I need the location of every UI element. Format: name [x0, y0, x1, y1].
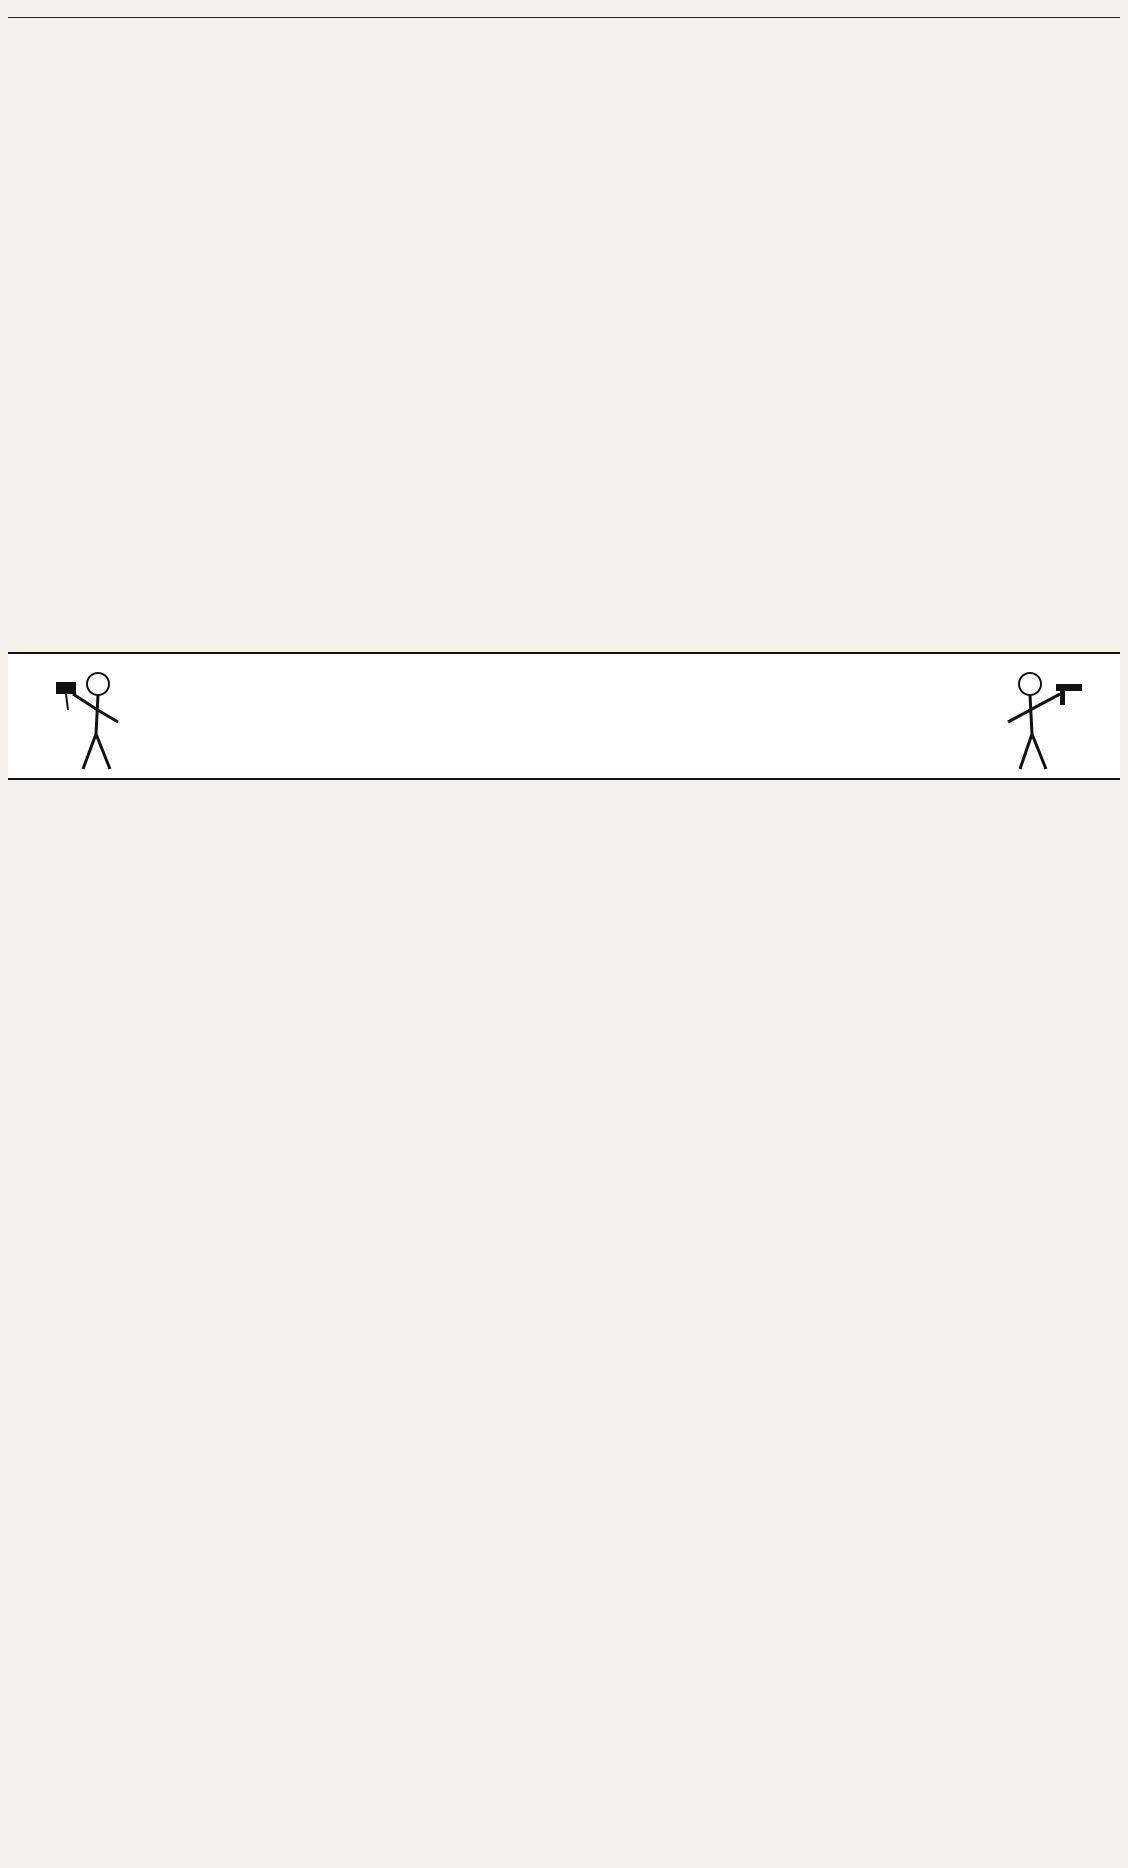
handyman-illustration-icon — [990, 664, 1090, 774]
service-guide-columns — [8, 784, 1120, 1866]
page-folio — [8, 4, 1120, 18]
folio-edition — [8, 4, 308, 17]
home-service-guide-banner — [8, 652, 1120, 780]
folio-date — [308, 4, 820, 17]
painter-illustration-icon — [38, 664, 138, 774]
classified-columns — [8, 22, 1120, 648]
folio-right — [820, 4, 1120, 17]
